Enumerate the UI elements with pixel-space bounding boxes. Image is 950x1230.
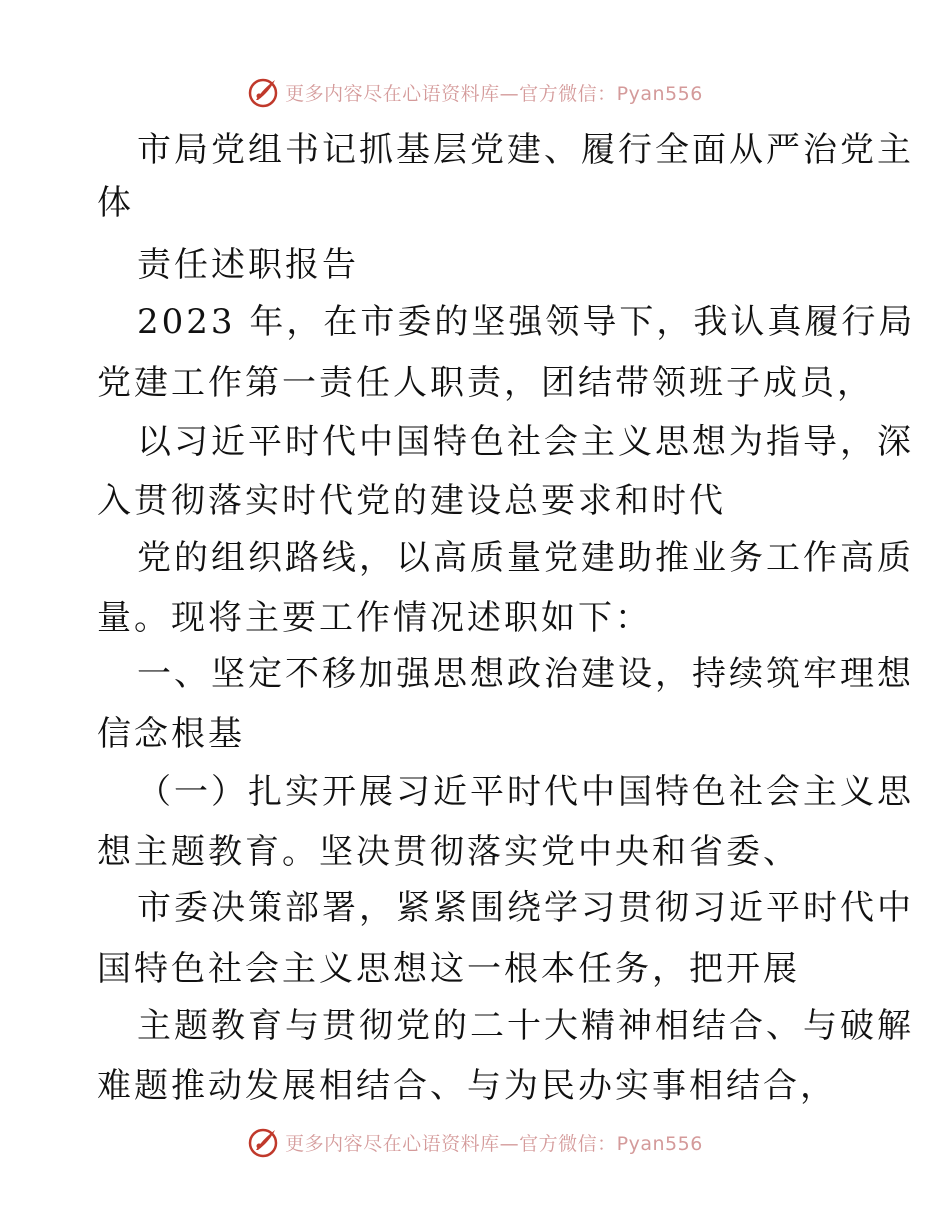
footer-watermark xyxy=(0,1122,950,1162)
text-line: 信念根基 xyxy=(97,714,245,754)
text-line: 2023 年，在市委的坚强领导下，我认真履行局 xyxy=(137,302,916,342)
watermark-text: 更多内容尽在心语资料库—官方微信：Pyan556 xyxy=(285,82,703,105)
text-line: 责任述职报告 xyxy=(137,245,359,285)
text-line: 体 xyxy=(97,183,134,223)
text-line: 市委决策部署，紧紧围绕学习贯彻习近平时代中 xyxy=(137,888,914,928)
text-line: 市局党组书记抓基层党建、履行全面从严治党主 xyxy=(137,130,914,170)
feather-seal-icon xyxy=(247,76,279,108)
header-watermark xyxy=(0,72,950,112)
text-line: 一、坚定不移加强思想政治建设，持续筑牢理想 xyxy=(137,654,914,694)
feather-seal-icon xyxy=(247,1126,279,1158)
text-line: 党的组织路线，以高质量党建助推业务工作高质 xyxy=(137,538,914,578)
text-line: （一）扎实开展习近平时代中国特色社会主义思 xyxy=(137,772,914,812)
text-line: 党建工作第一责任人职责，团结带领班子成员， xyxy=(97,363,874,403)
text-line: 想主题教育。坚决贯彻落实党中央和省委、 xyxy=(97,832,800,872)
text-line: 国特色社会主义思想这一根本任务，把开展 xyxy=(97,949,800,989)
text-line: 以习近平时代中国特色社会主义思想为指导，深 xyxy=(137,422,914,462)
text-line: 主题教育与贯彻党的二十大精神相结合、与破解 xyxy=(137,1006,914,1046)
watermark-text: 更多内容尽在心语资料库—官方微信：Pyan556 xyxy=(285,1132,703,1155)
text-line: 量。现将主要工作情况述职如下： xyxy=(97,598,652,638)
text-line: 入贯彻落实时代党的建设总要求和时代 xyxy=(97,481,726,521)
text-line: 难题推动发展相结合、与为民办实事相结合， xyxy=(97,1066,837,1106)
